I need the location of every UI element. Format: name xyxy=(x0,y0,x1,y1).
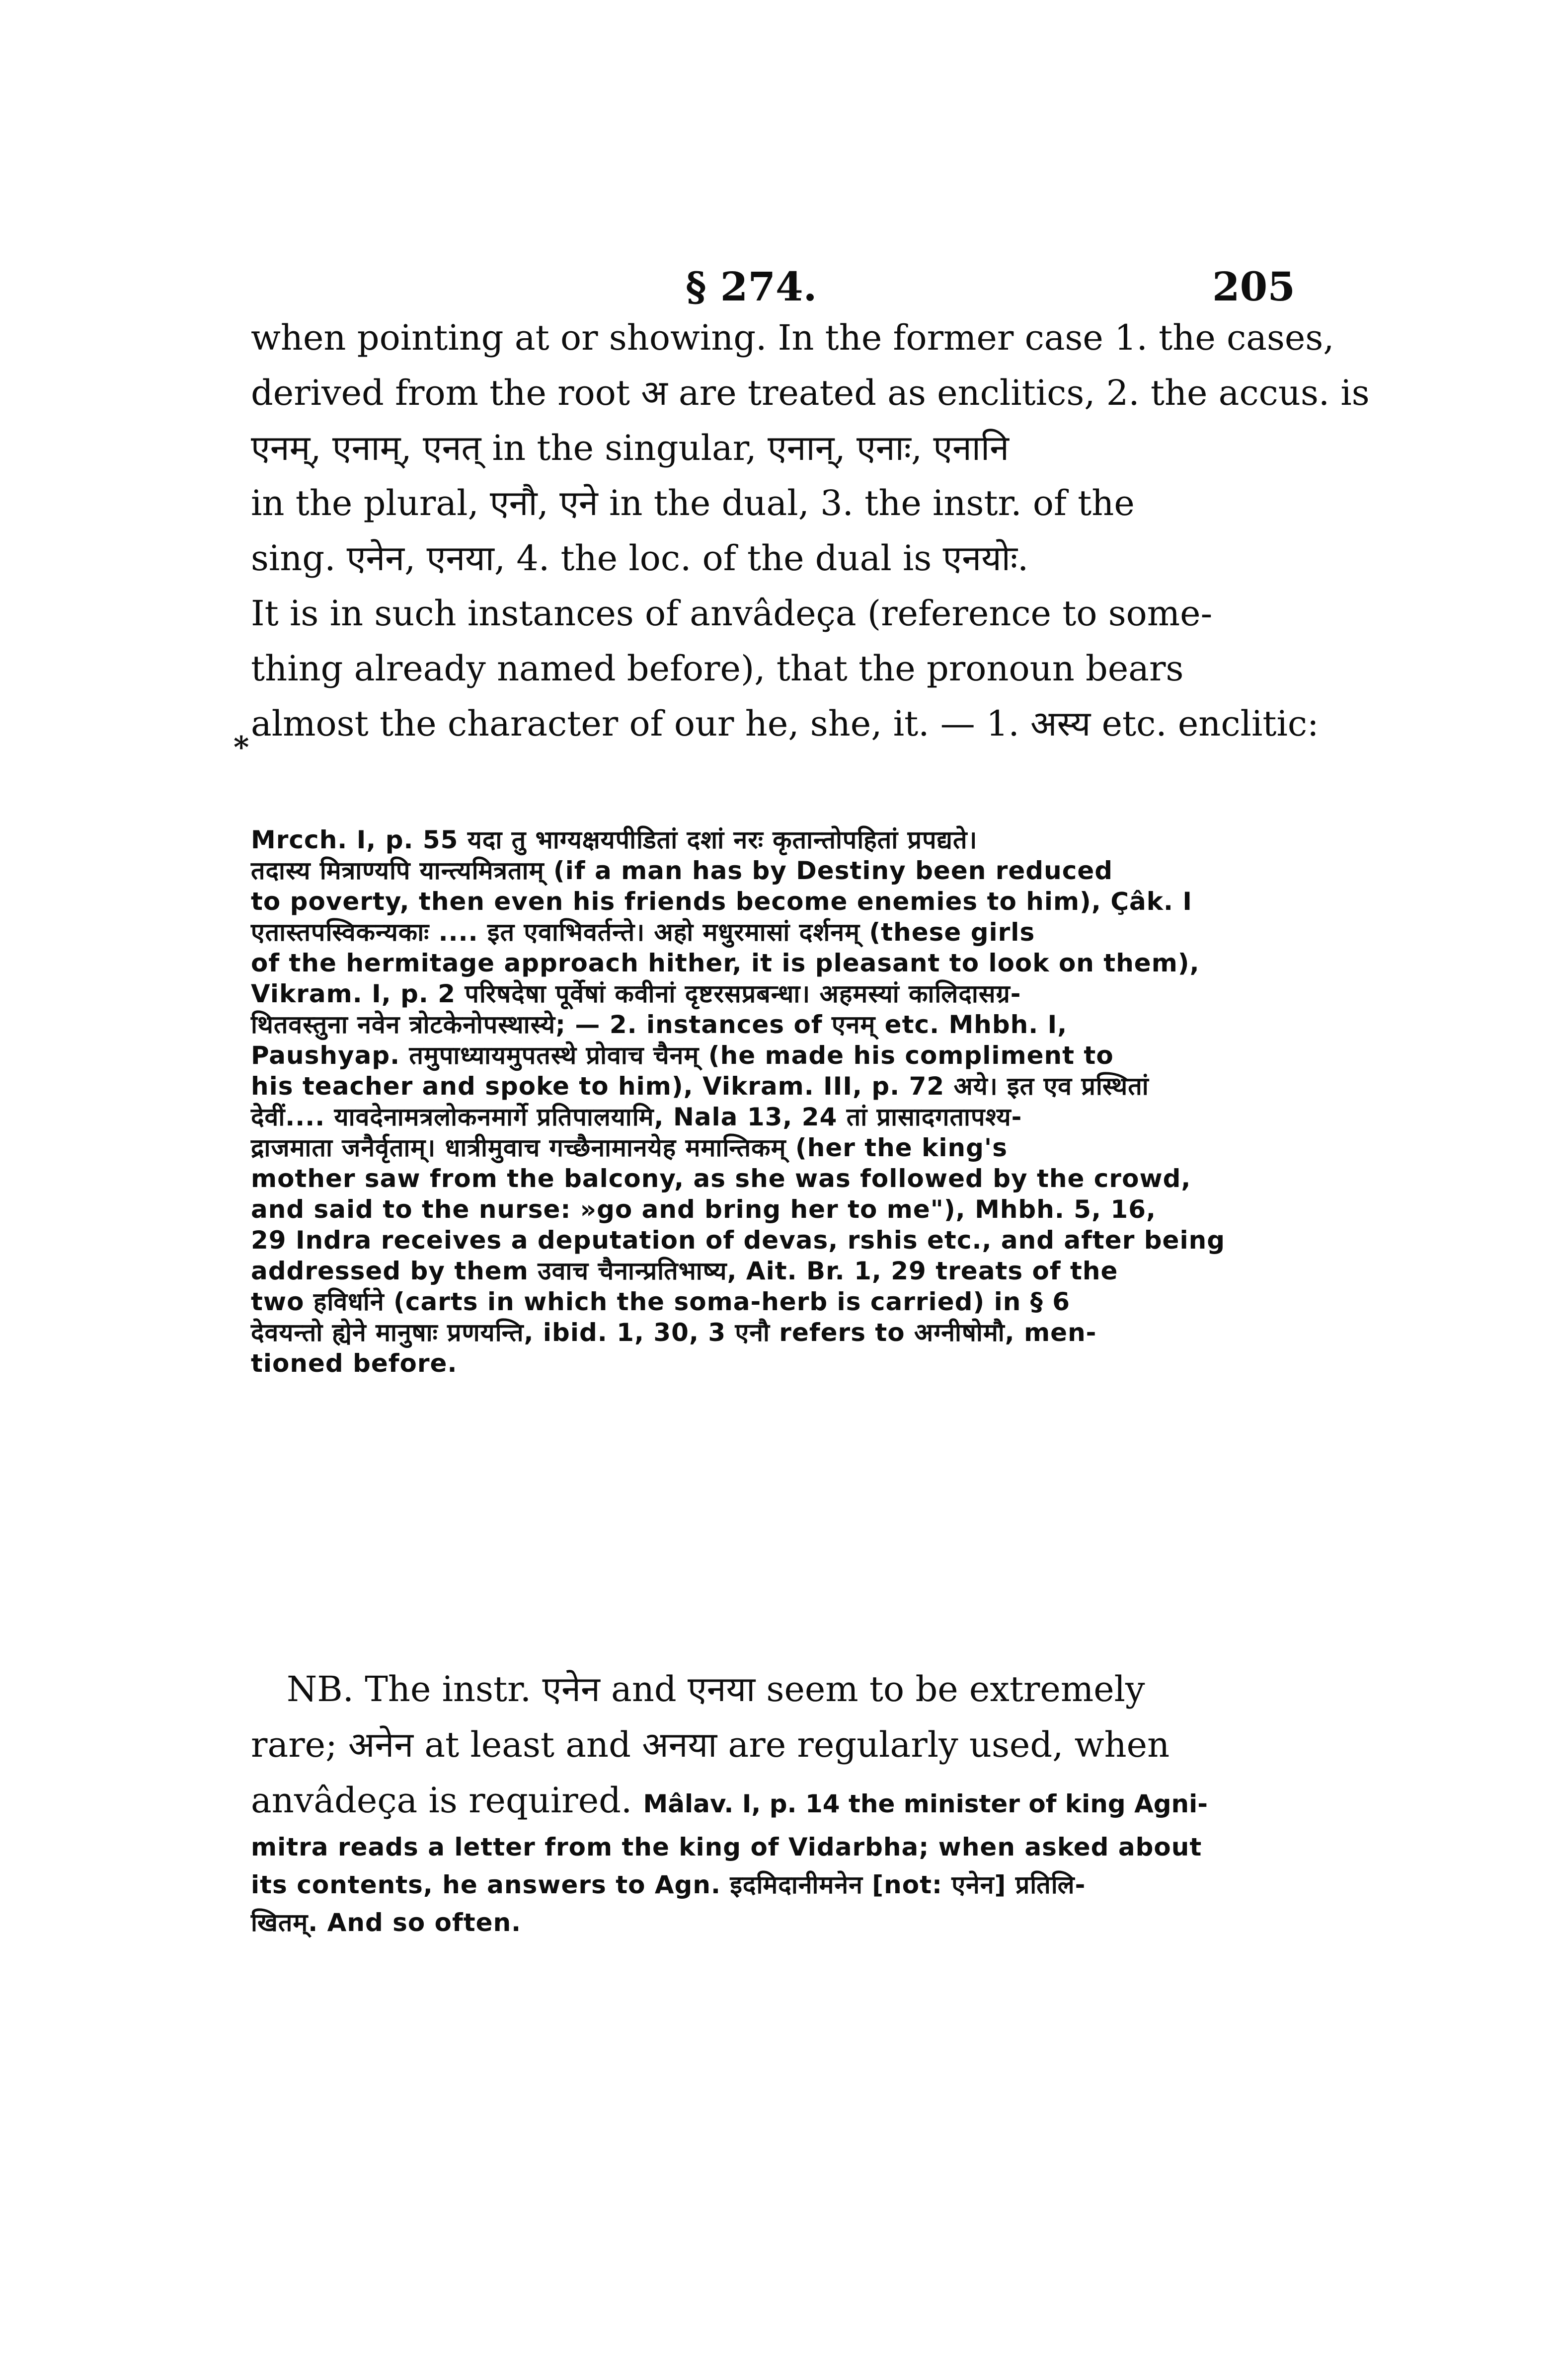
paragraph-examples xyxy=(251,824,1254,1379)
example-line: Paushyap. तमुपाध्यायमुपतस्थे प्रोवाच चैनम् (he made his compliment to xyxy=(251,1041,1114,1070)
example-line: एतास्तपस्विकन्यकाः .... इत एवाभिवर्तन्ते। अहो मधुरमासां दर्शनम् (these girls xyxy=(251,918,1035,947)
example-line: addressed by them उवाच चैनान्प्रतिभाष्य, Ait. Br. 1, 29 treats of the xyxy=(251,1257,1118,1285)
example-line: Vikram. I, p. 2 परिषदेषा पूर्वेषां कवीनां दृष्टरसप्रबन्धा। अहमस्यां कालिदासग्र- xyxy=(251,979,1021,1008)
example-line: Mrcch. I, p. 55 यदा तु भाग्यक्षयपीडितां दशां नरः कृतान्तोपहितां प्रपद्यते। xyxy=(251,825,978,854)
nb-example-line: खितम्. And so often. xyxy=(251,1908,522,1937)
nb-text: anvâdeça is required. xyxy=(251,1780,632,1821)
nb-line xyxy=(251,1773,1254,1828)
text-line: when pointing at or showing. In the former case 1. the cases, xyxy=(251,317,1334,358)
paragraph-nb xyxy=(251,1661,1254,1941)
text-line: thing already named before), that the pronoun bears xyxy=(251,648,1184,689)
example-line: द्राजमाता जनैर्वृताम्। धात्रीमुवाच गच्छैनामानयेह ममान्तिकम् (her the king's xyxy=(251,1133,1008,1162)
text-line: sing. एनेन, एनया, 4. the loc. of the dual is एनयोः. xyxy=(251,538,1029,579)
example-line: of the hermitage approach hither, it is pleasant to look on them), xyxy=(251,949,1200,977)
nb-line: NB. The instr. एनेन and एनया seem to be extremely xyxy=(287,1669,1145,1710)
example-line: mother saw from the balcony, as she was followed by the crowd, xyxy=(251,1164,1191,1193)
text-line: almost the character of our he, she, it. — 1. अस्य etc. enclitic: xyxy=(251,703,1319,744)
text-line: एनम्, एनाम्, एनत् in the singular, एनान्, एनाः, एनानि xyxy=(251,428,1010,468)
nb-example-inline: Mâlav. I, p. 14 the minister of king Agni- xyxy=(643,1789,1208,1818)
example-line: his teacher and spoke to him), Vikram. III, p. 72 अये। इत एव प्रस्थितां xyxy=(251,1072,1149,1101)
nb-example-line: its contents, he answers to Agn. इदमिदानीमनेन [not: एनेन] प्रतिलि- xyxy=(251,1870,1086,1899)
page-header xyxy=(0,263,1557,318)
text-line: derived from the root अ are treated as enclitics, 2. the accus. is xyxy=(251,372,1370,413)
page-number: 205 xyxy=(1212,263,1295,310)
nb-example-line: mitra reads a letter from the king of Vidarbha; when asked about xyxy=(251,1833,1202,1861)
example-line: देवीं.... यावदेनामत्रलोकनमार्गे प्रतिपालयामि, Nala 13, 24 तां प्रासादगतापश्य- xyxy=(251,1103,1022,1131)
example-line: two हविर्धाने (carts in which the soma-herb is carried) in § 6 xyxy=(251,1287,1070,1316)
example-line: to poverty, then even his friends become enemies to him), Çâk. I xyxy=(251,887,1193,916)
example-line: देवयन्तो ह्येने मानुषाः प्रणयन्ति, ibid. 1, 30, 3 एनौ refers to अग्नीषोमौ, men- xyxy=(251,1318,1097,1347)
paragraph-main xyxy=(251,310,1370,751)
text-line: It is in such instances of anvâdeça (reference to some- xyxy=(251,593,1213,634)
nb-line: rare; अनेन at least and अनया are regularly used, when xyxy=(251,1724,1170,1765)
example-line: तदास्य मित्राण्यपि यान्त्यमित्रताम् (if a man has by Destiny been reduced xyxy=(251,856,1113,885)
example-line: tioned before. xyxy=(251,1349,458,1378)
example-line: and said to the nurse: »go and bring her to me"), Mhbh. 5, 16, xyxy=(251,1195,1156,1224)
text-line: in the plural, एनौ, एने in the dual, 3. the instr. of the xyxy=(251,483,1135,523)
section-number: § 274. xyxy=(686,263,817,310)
example-line: थितवस्तुना नवेन त्रोटकेनोपस्थास्ये; — 2. instances of एनम् etc. Mhbh. I, xyxy=(251,1010,1068,1039)
example-line: 29 Indra receives a deputation of devas, rshis etc., and after being xyxy=(251,1226,1225,1255)
margin-mark: * xyxy=(234,730,249,765)
